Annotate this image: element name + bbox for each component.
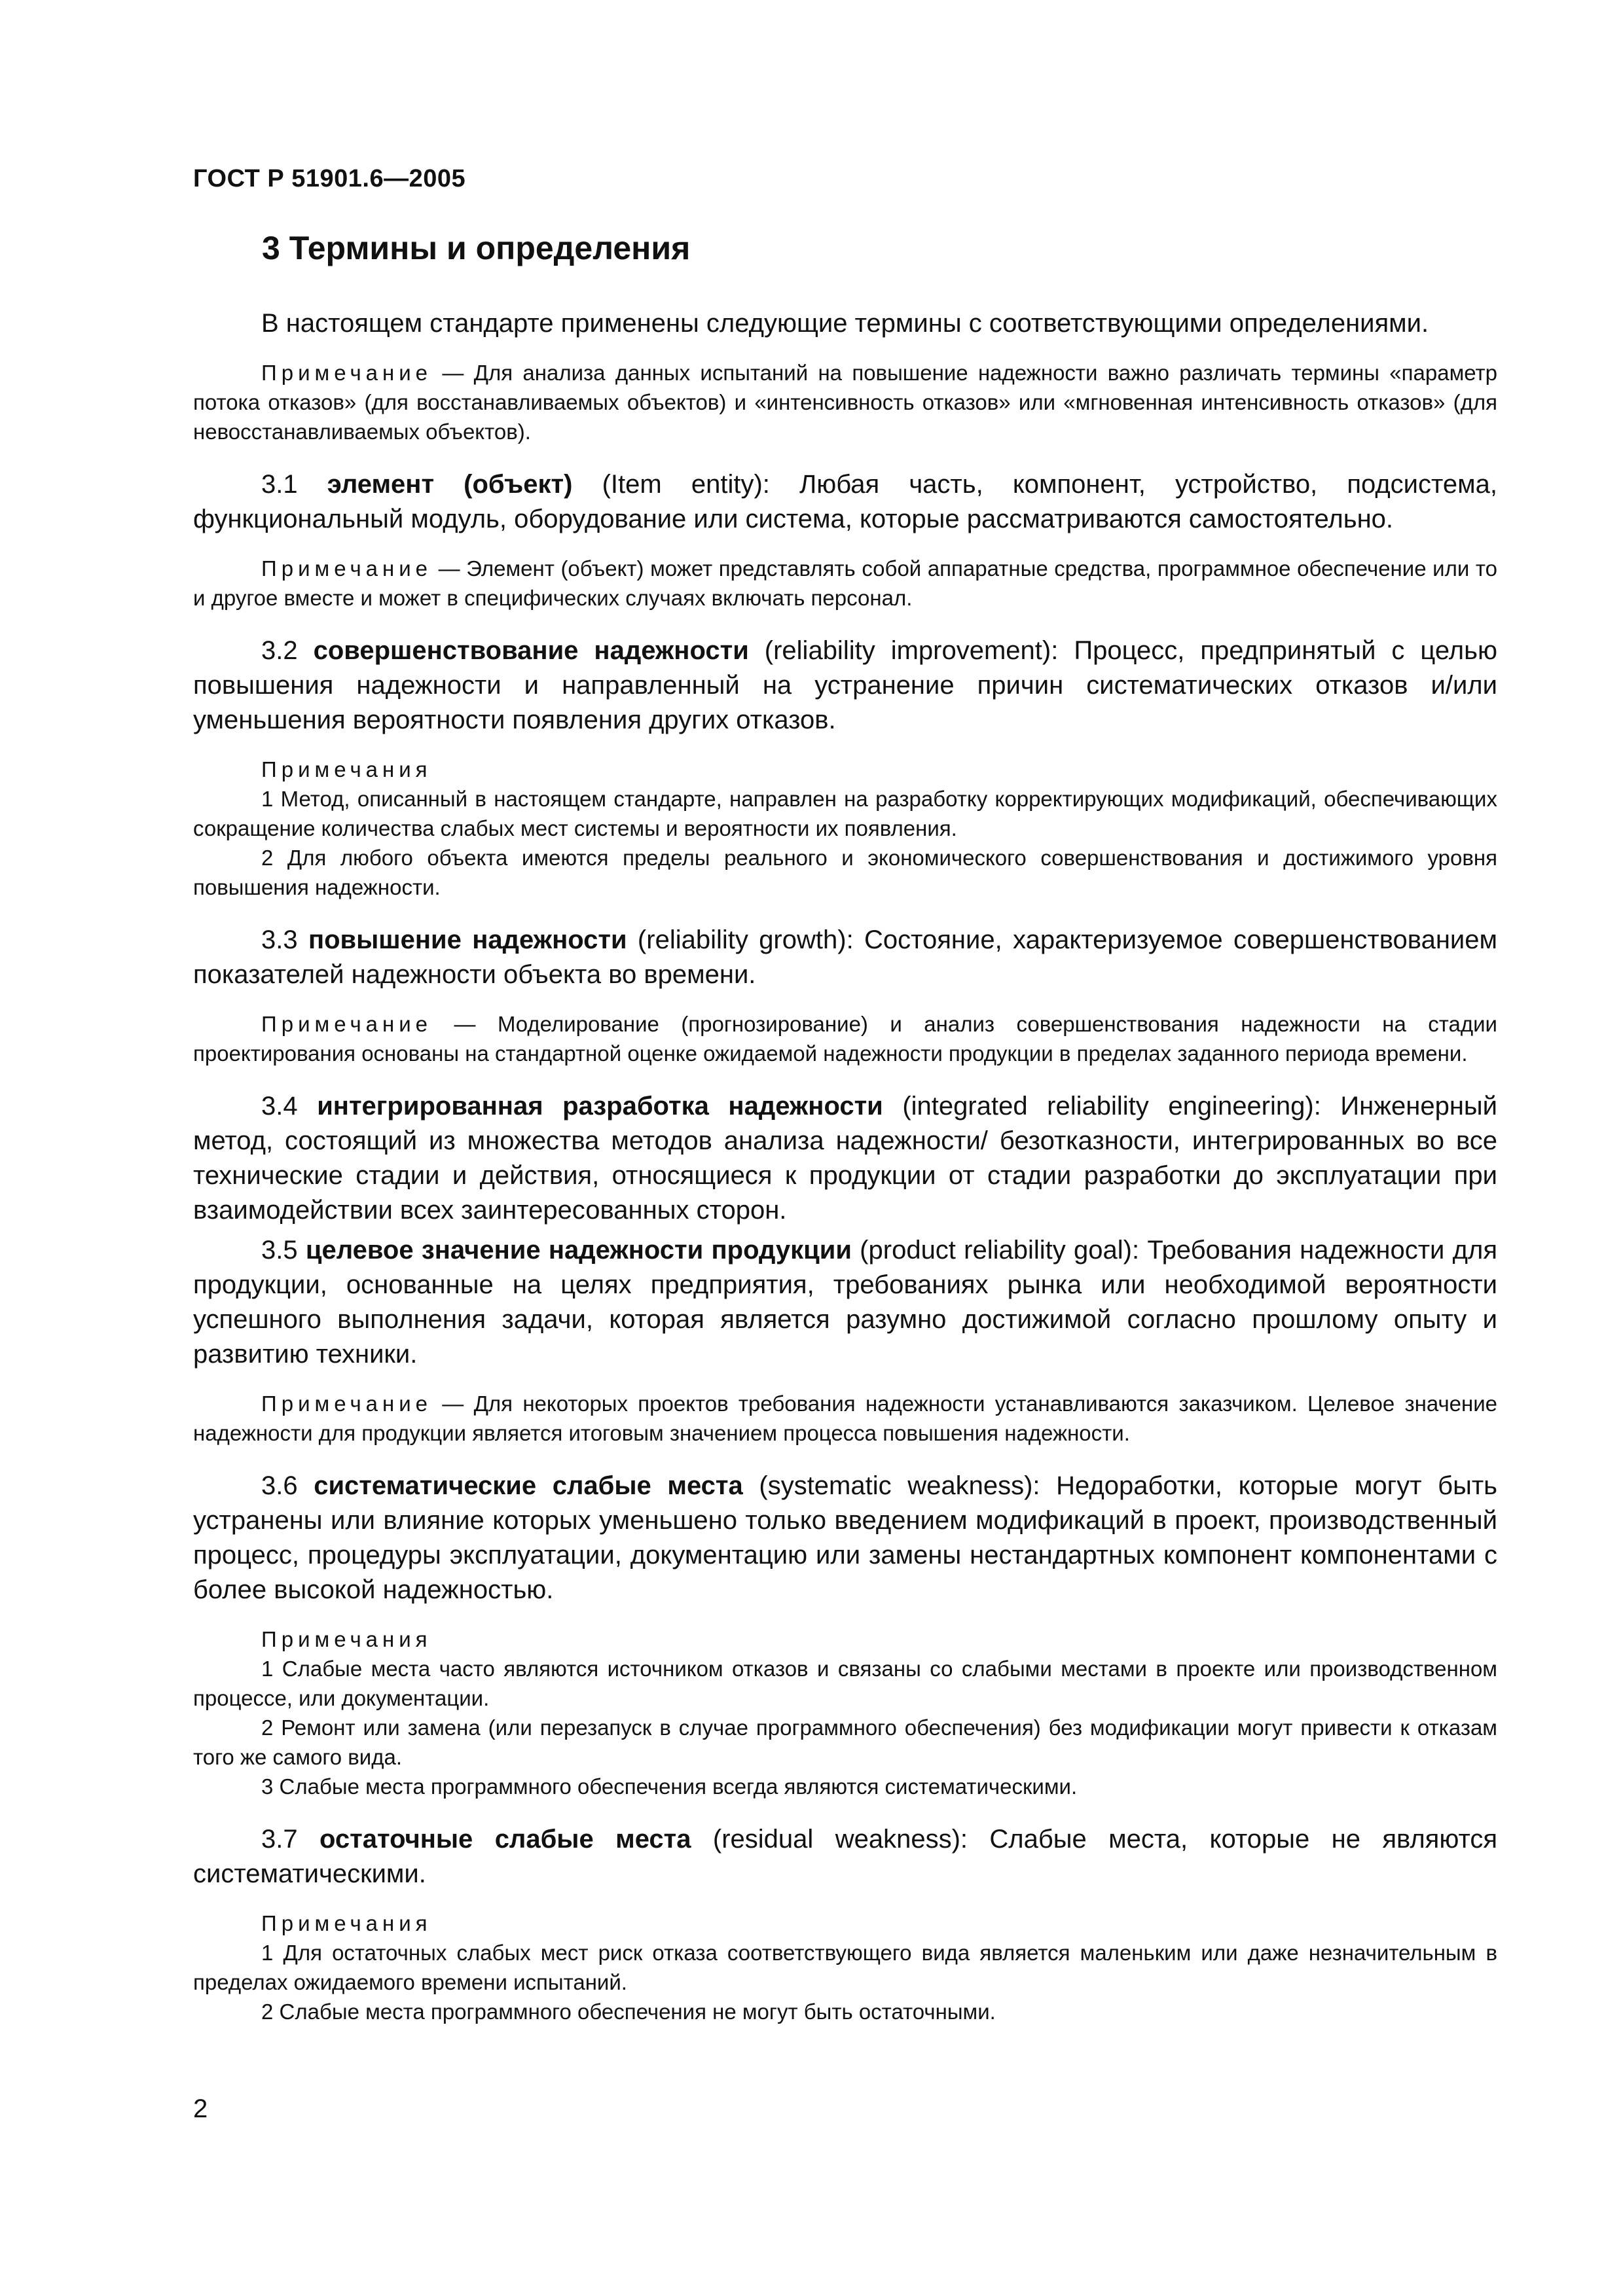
term-3-6-note-1: 1 Слабые места часто являются источником отказов и связаны со слабыми местами в проекте или производственном процессе, или документации. <box>193 1657 1497 1710</box>
term-3-4 <box>193 1089 1497 1228</box>
term-definition: (product reliability goal): Требования надежности для продукции, основанные на целях предприятия, требованиях рынка или необходимой вероятности успешного выполнения задачи, которая является разумно достижимой согласно прошлому опыту и развитию техники. <box>193 1236 1498 1369</box>
term-number: 3.3 <box>261 925 308 954</box>
term-definition: (reliability improvement): Процесс, предпринятый с целью повышения надежности и направленный на устранение причин систематических отказов и/или уменьшения вероятности появления других отказов. <box>193 636 1497 734</box>
term-definition: (systematic weakness): Недоработки, которые могут быть устранены или влияние которых уменьшено только введением модификаций в проект, производственный процесс, процедуры эксплуатации, документацию или замены нестандартных компонент компонентами с более высокой надежностью. <box>193 1471 1497 1604</box>
term-name: остаточные слабые места <box>319 1825 691 1854</box>
note-label: Примечание <box>261 556 433 581</box>
notes-heading: Примечания <box>261 757 432 781</box>
term-name: целевое значение надежности продукции <box>305 1236 852 1265</box>
term-number: 3.1 <box>261 470 327 499</box>
term-3-1-note <box>193 554 1497 613</box>
term-3-2-note-1: 1 Метод, описанный в настоящем стандарте, направлен на разработку корректирующих модификаций, обеспечивающих сокращение количества слабых мест системы и вероятности их появления. <box>193 787 1497 840</box>
term-3-6-note-2: 2 Ремонт или замена (или перезапуск в случае программного обеспечения) без модификации могут привести к отказам того же самого вида. <box>193 1715 1497 1769</box>
notes-heading: Примечания <box>261 1627 432 1651</box>
term-3-2 <box>193 634 1497 738</box>
term-3-5 <box>193 1233 1497 1372</box>
document-header: ГОСТ Р 51901.6—2005 <box>193 165 466 192</box>
notes-heading: Примечания <box>261 1911 432 1935</box>
term-number: 3.4 <box>261 1092 318 1121</box>
term-name: повышение надежности <box>308 925 627 954</box>
intro-paragraph: В настоящем стандарте применены следующие термины с соответствующими определениями. <box>261 309 1429 338</box>
term-3-7-note-2: 2 Слабые места программного обеспечения не могут быть остаточными. <box>261 2000 996 2024</box>
note-text: — Моделирование (прогнозирование) и анализ совершенствования надежности на стадии проектирования основаны на стандартной оценке ожидаемой надежности продукции в пределах заданного периода времени. <box>193 1012 1497 1066</box>
term-name: совершенствование надежности <box>313 636 749 665</box>
section-title: 3 Термины и определения <box>262 230 691 266</box>
term-name: интегрированная разработка надежности <box>317 1092 883 1121</box>
note-label: Примечание <box>261 1012 433 1036</box>
intro-note <box>193 358 1497 446</box>
term-3-5-note <box>193 1389 1497 1448</box>
page-content <box>193 306 1497 2026</box>
page-number: 2 <box>193 2094 208 2123</box>
term-3-6 <box>193 1469 1497 1607</box>
term-3-3 <box>193 923 1497 992</box>
note-text: — Для некоторых проектов требования надежности устанавливаются заказчиком. Целевое значение надежности для продукции является итоговым значением процесса повышения надежности. <box>193 1391 1497 1445</box>
term-3-1 <box>193 467 1497 537</box>
term-name: элемент (объект) <box>327 470 573 499</box>
term-number: 3.7 <box>261 1825 320 1854</box>
term-number: 3.5 <box>261 1236 306 1265</box>
note-text: — Для анализа данных испытаний на повышение надежности важно различать термины «параметр потока отказов» (для восстанавливаемых объектов) и «интенсивность отказов» или «мгновенная интенсивность отказов» (для невосстанавливаемых объектов). <box>193 361 1497 444</box>
term-definition: (residual weakness): Слабые места, которые не являются систематическими. <box>193 1825 1497 1888</box>
term-definition: (integrated reliability engineering): Инженерный метод, состоящий из множества методов анализа надежности/ безотказности, интегрированных во все технические стадии и действия, относящиеся к продукции от стадии разработки до эксплуатации при взаимодействии всех заинтересованных сторон. <box>193 1092 1497 1225</box>
term-number: 3.2 <box>261 636 314 665</box>
term-3-2-note-2: 2 Для любого объекта имеются пределы реального и экономического совершенствования и достижимого уровня повышения надежности. <box>193 846 1497 899</box>
term-3-6-note-3: 3 Слабые места программного обеспечения всегда являются систематическими. <box>261 1774 1078 1799</box>
term-3-7-note-1: 1 Для остаточных слабых мест риск отказа соответствующего вида является маленьким или даже незначительным в пределах ожидаемого времени испытаний. <box>193 1941 1497 1994</box>
note-label: Примечание <box>261 1391 433 1416</box>
note-label: Примечание <box>261 361 433 385</box>
term-definition: (reliability growth): Состояние, характеризуемое совершенствованием показателей надежности объекта во времени. <box>193 925 1498 989</box>
term-3-3-note <box>193 1009 1497 1068</box>
term-number: 3.6 <box>261 1471 314 1500</box>
term-name: систематические слабые места <box>314 1471 743 1500</box>
term-definition: (Item entity): Любая часть, компонент, устройство, подсистема, функциональный модуль, оборудование или система, которые рассматриваются самостоятельно. <box>193 470 1498 533</box>
note-text: — Элемент (объект) может представлять собой аппаратные средства, программное обеспечение или то и другое вместе и может в специфических случаях включать персонал. <box>193 556 1497 610</box>
term-3-7 <box>193 1822 1497 1892</box>
